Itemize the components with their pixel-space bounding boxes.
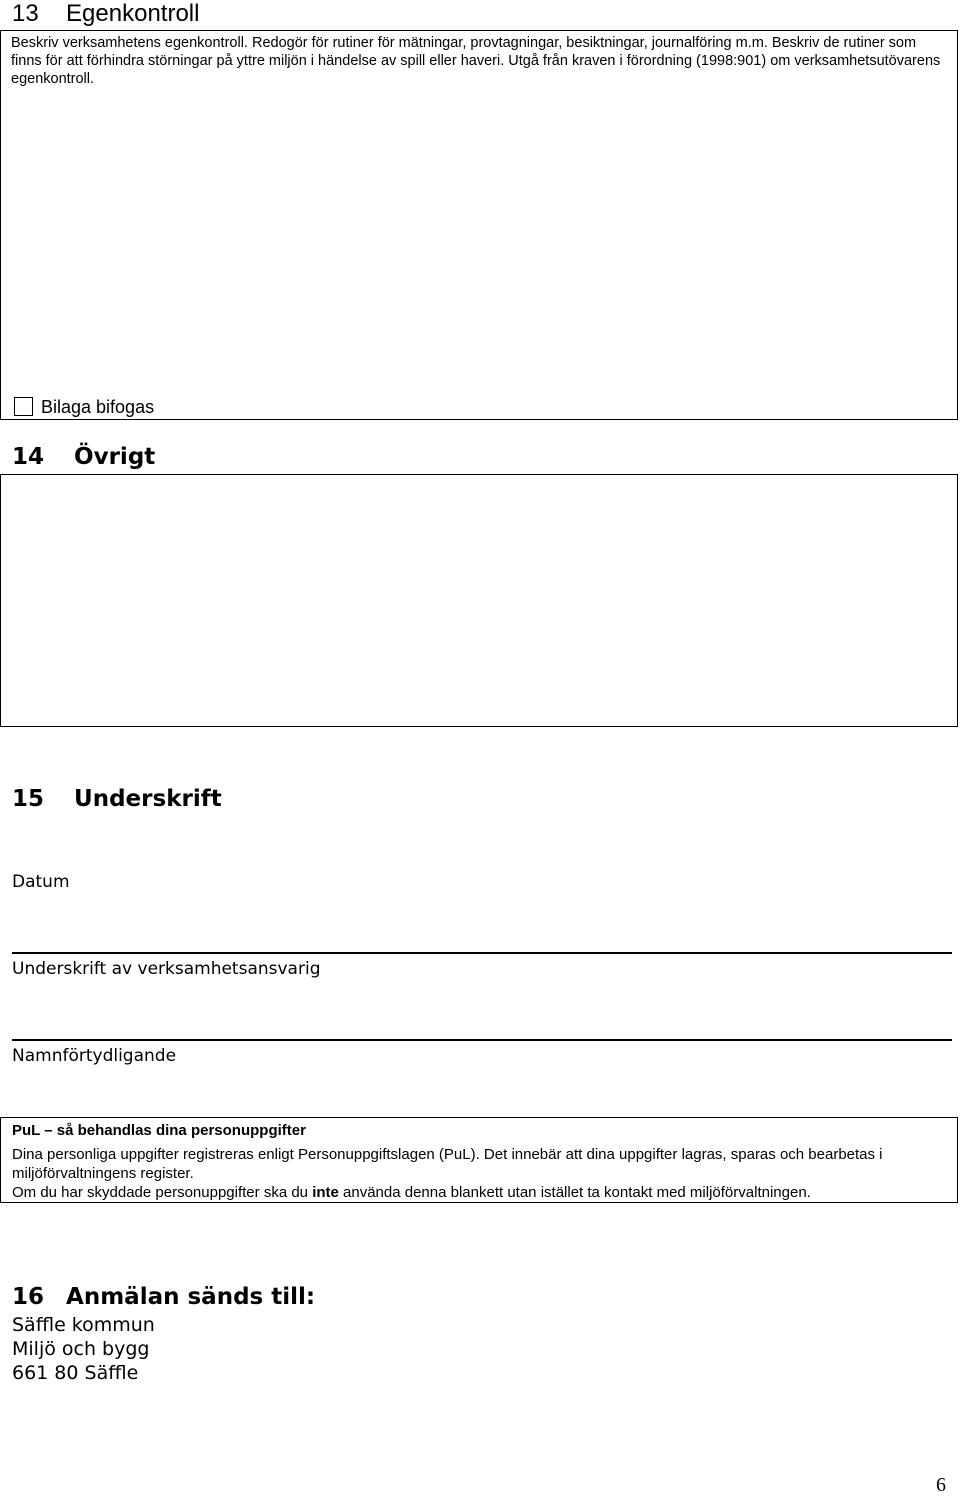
address-line-2: Miljö och bygg [12,1338,150,1360]
pul-text-1: Dina personliga uppgifter registreras enligt Personuppgiftslagen (PuL). Det innebär att dina uppgifter lagras, sparas och bearbetas i miljöförvaltningens register. [12,1146,883,1182]
name-clarification-label: Namnförtydligande [12,1046,177,1066]
address-line-3: 661 80 Säffle [12,1362,139,1384]
pul-text-2-bold: inte [312,1184,339,1201]
section-16-heading [12,1284,315,1310]
section-14-heading [12,444,155,470]
pul-text-2 [12,1183,811,1202]
signature-label: Underskrift av verksamhetsansvarig [12,959,321,979]
section-15-heading [12,786,222,812]
section-14-number: 14 [12,444,45,470]
attachment-label: Bilaga bifogas [41,397,155,417]
signature-line[interactable] [12,1039,952,1041]
date-line[interactable] [12,952,952,954]
date-label: Datum [12,872,70,892]
section-13-number: 13 [12,0,39,27]
page-number: 6 [936,1474,946,1496]
section-16-number: 16 [12,1284,45,1310]
pul-title: PuL – så behandlas dina personuppgifter [12,1122,306,1139]
ovrigt-textarea[interactable] [0,474,958,727]
recipient-address [12,1313,155,1385]
section-13-heading [12,0,199,28]
pul-info-box [0,1117,958,1203]
section-13-title: Egenkontroll [66,0,200,27]
section-16-title: Anmälan sänds till: [66,1284,316,1310]
section-15-title: Underskrift [74,786,222,812]
egenkontroll-textarea[interactable] [0,30,958,420]
attachment-checkbox[interactable] [14,397,33,416]
egenkontroll-description: Beskriv verksamhetens egenkontroll. Redogör för rutiner för mätningar, provtagningar, besiktningar, journalföring m.m. Beskriv de rutiner som finns för att förhindra störningar på yttre miljön i händelse av spill eller haveri. Utgå från kraven i förordning (1998:901) om verksamhetsutövarens egenkontroll. [11,35,941,87]
pul-text-2-pre: Om du har skyddade personuppgifter ska du [12,1184,313,1201]
section-14-title: Övrigt [74,444,156,470]
address-line-1: Säffle kommun [12,1314,155,1336]
section-15-number: 15 [12,786,45,812]
pul-text-2-post: använda denna blankett utan istället ta kontakt med miljöförvaltningen. [338,1184,811,1201]
